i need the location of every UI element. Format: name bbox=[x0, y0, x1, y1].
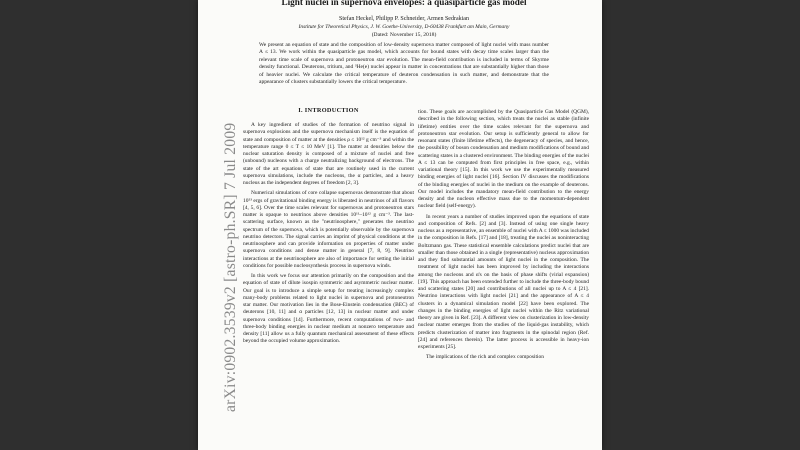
author-affiliation: Institute for Theoretical Physics, J. W. Goethe-University, D-60438 Frankfurt am Main, Germany bbox=[298, 24, 510, 30]
author-list: Stefan Heckel, Philipp P. Schneider, Armen Sedrakian bbox=[339, 16, 469, 22]
date-line: (Dated: November 15, 2018) bbox=[371, 32, 437, 38]
arxiv-identifier-stamp[interactable]: arXiv:0902.3539v2 [astro-ph.SR] 7 Jul 2009 bbox=[222, 122, 239, 412]
paragraph: In recent years a number of studies improved upon the equations of state and composition of Refs. [2] and [3]. Instead of using one single heavy nucleus as a representative, an ensemble of nuclei with A ≤ 1000 was included in the composition in Refs. [17] and [18], treating the nuclei as noninteracting Boltzmann gas. These statistical ensemble calculations predict nuclei that are smaller than those obtained in a single (representative) nucleus approximation and they find substantial amounts of light nuclei in the composition. The treatment of light nuclei has been improved by including the interactions among the nucleons and α's on the basis of phase shifts (virial expansion) [19]. This approach has been extended further to include the three-body bound and scattering states [20] and contributions of all nuclei up to A ≤ 4 [21]. Neutrino interactions with light nuclei [21] and the appearance of A ≤ 4 clusters in a dynamical simulation model [22] have been explored. The changes in the binding energies of light nuclei within the Ritz variational theory are given in Ref. [23]. A different view on clusterization in low-density nuclear matter emerges from the studies of the liquid-gas instability, which predicts clusterization of matter into fragments in the spinodal region (Ref. [24] and references therein). The latter process is accessible in heavy-ion experiments [25]. bbox=[418, 213, 589, 350]
paragraph: tion. These goals are accomplished by the Quasiparticle Gas Model (QGM), described in the following section, which treats the nuclei as stable (infinite lifetime) entities over the time scales relevant for the supernova and protoneutron star evolution. Our setup is sufficiently general to allow for resonant states (finite lifetime effects), the degeneracy of species, and hence, the possibility of boson condensation and medium modifications of bound and scattering states in a clustered environment. The binding energies of the nuclei A ≤ 13 can be computed from first principles in free space, e.g., within variational theory [15]. In this work we use the experimentally measured binding energies of light nuclei [16]. Section IV discusses the modifications of the binding energies of nuclei in the medium on the example of deuterons. Our model includes the mandatory mean-field contribution to the energy density and the nucleon effective mass due to the momentum-dependent nuclear field (self-energy). bbox=[418, 109, 589, 210]
left-column bbox=[243, 122, 414, 450]
section-heading-introduction: I. INTRODUCTION bbox=[298, 107, 359, 114]
paragraph: Numerical simulations of core collapse supernovas demonstrate that about 10⁵³ ergs of gravitational binding energy is liberated in neutrinos of all flavors [4, 5, 6]. Over the time scales relevant for supernovas and protoneutron stars matter is opaque to neutrinos above densities 10¹¹–10¹² g cm⁻³. The last-scattering surface, known as the "neutrinosphere," generates the neutrino spectrum of the supernova, which is potentially observable by the supernova neutrino detectors. The signal carries an imprint of physical conditions at the neutrinosphere and can provide information on properties of matter under supernova conditions and dense matter in general [7, 8, 9]. Neutrino interactions at the neutrinosphere are also of importance for setting the initial conditions for possible nucleosynthesis process in supernova winds. bbox=[243, 190, 414, 269]
right-column bbox=[418, 109, 589, 450]
paragraph: A key ingredient of studies of the formation of neutrino signal in supernova explosions and the supernova mechanism itself is the equation of state and composition of matter at the densities ρ ≤ 10¹² g cm⁻³ and within the temperature range 0 ≤ T ≤ 10 MeV [1]. The matter at densities below the nuclear saturation density is composed of a mixture of nuclei and free (unbound) nucleons with a charge neutralizing background of electrons. The state of the art equations of state that are routinely used in the current supernova simulations, include the nucleons, the α particles, and a heavy nucleus as the independent degrees of freedom [2, 3]. bbox=[243, 122, 414, 186]
paper-title: Light nuclei in supernova envelopes: a quasiparticle gas model bbox=[281, 0, 527, 7]
abstract: We present an equation of state and the composition of low-density supernova matter composed of light nuclei with mass number A ≤ 13. We work within the quasiparticle gas model, which accounts for bound states with decay time scales larger than the relevant time scale of supernova and protoneutron star evolution. The mean-field contribution is included in terms of Skyrme density functional. Deuterons, tritium, and ³He(e) nuclei appear in matter in concentrations that are substantially higher than those of heavier nuclei. We calculate the critical temperature of deuteron condensation in such matter, and demonstrate that the appearance of clusters substantially lowers the critical temperature. bbox=[259, 42, 549, 86]
paragraph: The implications of the rich and complex composition bbox=[426, 354, 544, 361]
paragraph: In this work we focus our attention primarily on the composition and the equation of state of dilute isospin symmetric and asymmetric nuclear matter. Our goal is to introduce a simple setup for treating increasingly complex many-body problems related to light nuclei in supernova and protoneutron star matter. Our motivation lies in the Bose-Einstein condensation (BEC) of deuterons [10, 11] and α particles [12, 13] in nuclear matter and under supernova conditions [14]. Furthermore, recent computations of two- and three-body binding energies in nuclear medium at nonzero temperature and density [11] allow us a fully quantum mechanical assessment of these effects beyond the occupied volume approximation. bbox=[243, 273, 414, 345]
